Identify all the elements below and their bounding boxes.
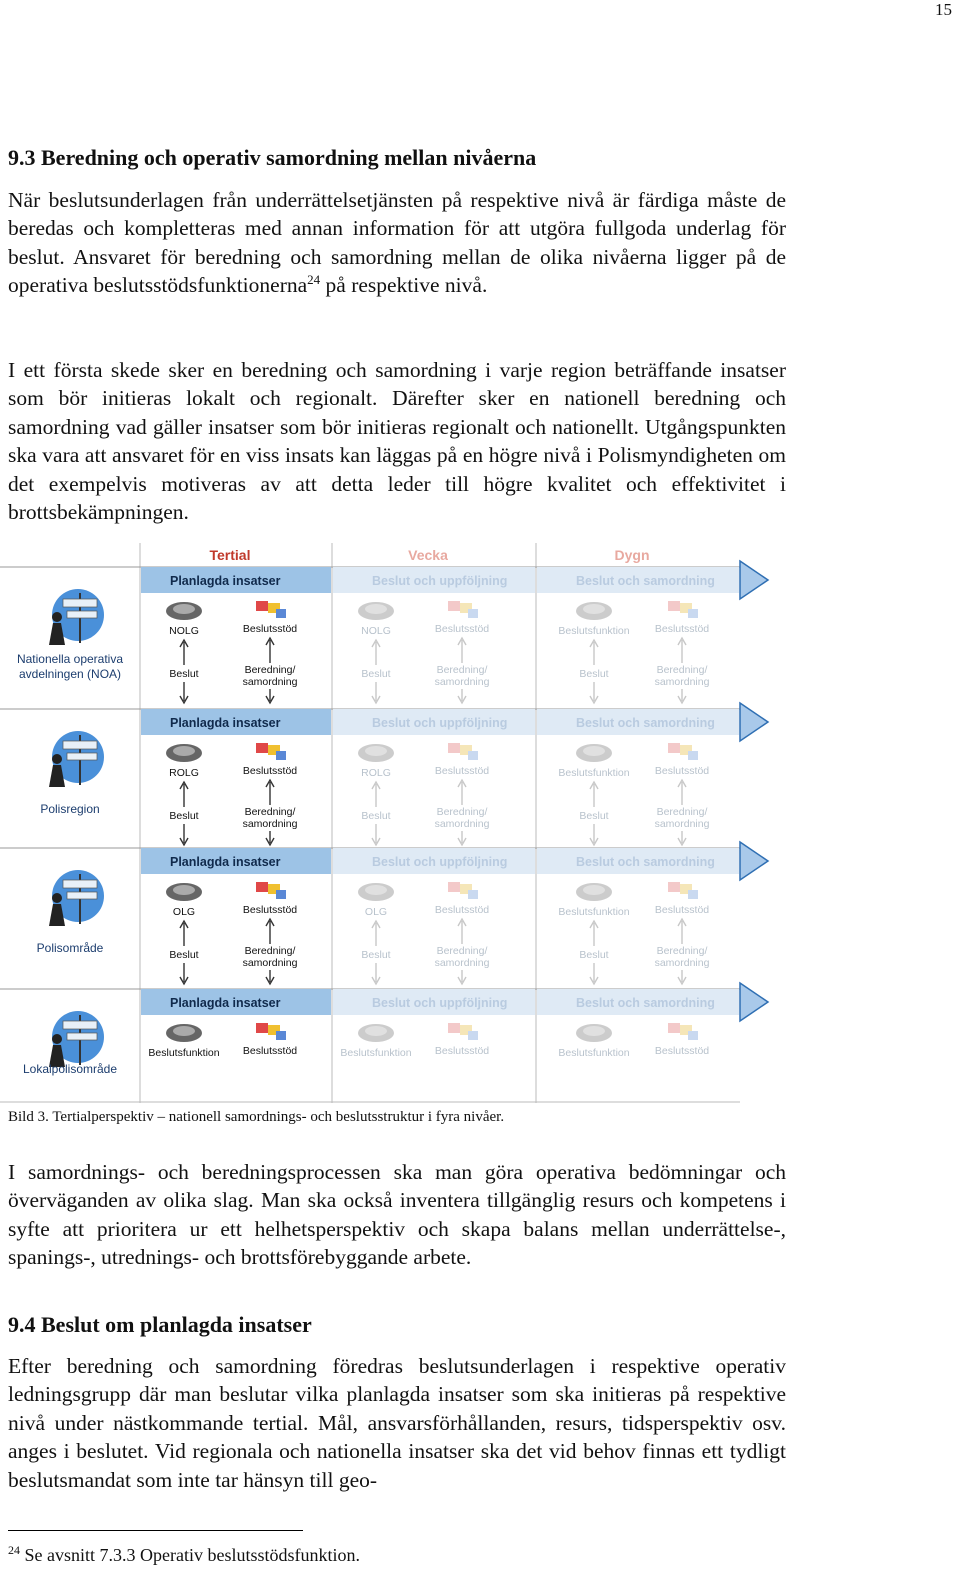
- node-label: Beredning/: [244, 945, 296, 957]
- node-label: Beredning/: [244, 806, 296, 818]
- band-label: Planlagda insatser: [170, 996, 281, 1010]
- node-label: ROLG: [361, 767, 391, 779]
- band-label: Beslut och samordning: [576, 855, 715, 869]
- band-label: Beslut och samordning: [576, 574, 715, 588]
- band-label: Beslut och uppföljning: [372, 574, 508, 588]
- decision-support-icon: [256, 1023, 268, 1033]
- decision-support-icon: [276, 751, 286, 760]
- meeting-table-top-icon: [173, 746, 195, 756]
- signpost-sign-icon: [63, 1021, 97, 1029]
- paragraph: I samordnings- och beredningsprocessen ska man göra operativa bedömningar och överväganden av olika slag. Man ska också inventera tillgänglig resurs och kompetens i syfte att prioritera ur ett helhetsperspektiv och skapa balans mellan underrättelse-, spanings-, utrednings- och brottsförebyggande arbete.: [8, 1160, 786, 1270]
- node-label: Beredning/: [436, 945, 488, 957]
- meeting-table-top-icon: [583, 1026, 605, 1036]
- signpost-sign-icon: [63, 741, 97, 749]
- node-label: OLG: [172, 906, 196, 918]
- footnote-divider: [8, 1530, 303, 1531]
- paragraph-text: När beslutsunderlagen från underrättelsetjänsten på respektive nivå är färdiga måste de beredas och kompletteras med annan information för att utgöra fullgoda underlag för beslut. Ansvaret för beredning och samordning mellan de olika nivåerna ligger på de operativa beslutsstödsfunktionerna: [8, 188, 786, 298]
- node-label: Beslut: [169, 668, 199, 680]
- page-number: 15: [935, 0, 952, 19]
- decision-support-icon: [448, 1023, 460, 1033]
- decision-support-icon: [668, 601, 680, 611]
- band-label: Beslut och uppföljning: [372, 855, 508, 869]
- decision-support-icon: [468, 890, 478, 899]
- column-header-2: Vecka: [408, 547, 448, 563]
- decision-support-icon: [276, 1031, 286, 1040]
- node-label: Beslutsstöd: [242, 1045, 298, 1057]
- band-label: Beslut och samordning: [576, 996, 715, 1010]
- node-label: Beslutsstöd: [654, 1045, 710, 1057]
- node-label: Beredning/: [436, 664, 488, 676]
- signpost-sign-icon: [67, 611, 97, 618]
- structure-figure: [0, 543, 775, 1103]
- node-label: Beslut: [579, 949, 609, 961]
- meeting-table-top-icon: [365, 746, 387, 756]
- level-label: Nationella operativa: [16, 652, 124, 666]
- node-label: Beslutsstöd: [654, 765, 710, 777]
- structure-diagram: [0, 543, 775, 1103]
- section-heading-9-4: 9.4 Beslut om planlagda insatser: [8, 1312, 312, 1337]
- timeline-arrow: [740, 703, 768, 741]
- node-label: Beslut: [169, 810, 199, 822]
- node-label: samordning: [242, 676, 298, 688]
- band-label: Beslut och uppföljning: [372, 716, 508, 730]
- node-label: Beslutsstöd: [242, 904, 298, 916]
- node-label: samordning: [434, 818, 490, 830]
- meeting-table-top-icon: [583, 604, 605, 614]
- node-label: Beslutsstöd: [654, 904, 710, 916]
- meeting-table-top-icon: [365, 885, 387, 895]
- band-label: Beslut och samordning: [576, 716, 715, 730]
- decision-support-icon: [256, 743, 268, 753]
- node-label: Beslutsfunktion: [148, 1047, 220, 1059]
- decision-support-icon: [688, 1031, 698, 1040]
- footnote-number: 24: [8, 1543, 20, 1557]
- paragraph: I ett första skede sker en beredning och samordning i varje region beträffande insatser som bör initieras lokalt och regionalt. Därefter sker en nationell beredning och samordning vad gäller insatser som bör initieras regionalt och nationellt. Utgångspunkten ska vara att ansvaret för en viss insats kan läggas på en högre nivå i Polismyndigheten om det exempelvis motiveras av att detta leder till högre kvalitet och effektivitet i brottsbekämpningen.: [8, 358, 786, 525]
- node-label: Beslutsstöd: [242, 765, 298, 777]
- node-label: NOLG: [169, 625, 199, 637]
- figure-caption: Bild 3. Tertialperspektiv – nationell samordnings- och beslutsstruktur i fyra nivåer.: [8, 1109, 505, 1125]
- meeting-table-top-icon: [365, 604, 387, 614]
- node-label: Beslutsfunktion: [558, 906, 630, 918]
- level-label: Polisområde: [36, 941, 104, 955]
- meeting-table-top-icon: [173, 1026, 195, 1036]
- signpost-sign-icon: [67, 1033, 97, 1040]
- node-label: samordning: [434, 676, 490, 688]
- section-heading-9-3: 9.3 Beredning och operativ samordning mellan nivåerna: [8, 145, 537, 170]
- node-label: Beslutsstöd: [242, 623, 298, 635]
- node-label: Beredning/: [656, 664, 708, 676]
- band-label: Planlagda insatser: [170, 716, 281, 730]
- node-label: Beslutsfunktion: [340, 1047, 412, 1059]
- decision-support-icon: [256, 882, 268, 892]
- band-label: Planlagda insatser: [170, 855, 281, 869]
- level-label-line2: avdelningen (NOA): [18, 667, 122, 681]
- signpost-sign-icon: [63, 880, 97, 888]
- level-label: Lokalpolisområde: [22, 1062, 118, 1076]
- node-label: Beredning/: [656, 945, 708, 957]
- decision-support-icon: [276, 890, 286, 899]
- decision-support-icon: [448, 882, 460, 892]
- footnote-ref[interactable]: 24: [307, 272, 321, 288]
- meeting-table-top-icon: [583, 746, 605, 756]
- meeting-table-top-icon: [583, 885, 605, 895]
- node-label: Beslut: [579, 668, 609, 680]
- node-label: Beslutsfunktion: [558, 767, 630, 779]
- decision-support-icon: [468, 609, 478, 618]
- timeline-arrow: [740, 561, 768, 599]
- node-label: Beslutsfunktion: [558, 1047, 630, 1059]
- node-label: samordning: [434, 957, 490, 969]
- node-label: Beslut: [361, 668, 391, 680]
- person-icon: [52, 612, 62, 622]
- node-label: Beredning/: [436, 806, 488, 818]
- paragraph-text-tail: på respektive nivå.: [320, 273, 488, 298]
- node-label: samordning: [654, 957, 710, 969]
- node-label: Beslut: [361, 949, 391, 961]
- node-label: samordning: [242, 957, 298, 969]
- decision-support-icon: [448, 601, 460, 611]
- column-header-1: Tertial: [209, 547, 251, 563]
- person-icon: [52, 754, 62, 764]
- node-label: OLG: [364, 906, 388, 918]
- node-label: Beslutsfunktion: [558, 625, 630, 637]
- signpost-sign-icon: [63, 599, 97, 607]
- node-label: Beslutsstöd: [434, 1045, 490, 1057]
- node-label: samordning: [654, 676, 710, 688]
- meeting-table-top-icon: [365, 1026, 387, 1036]
- decision-support-icon: [668, 882, 680, 892]
- signpost-sign-icon: [67, 892, 97, 899]
- node-label: Beslut: [169, 949, 199, 961]
- node-label: NOLG: [361, 625, 391, 637]
- level-label: Polisregion: [40, 802, 100, 816]
- decision-support-icon: [688, 890, 698, 899]
- decision-support-icon: [468, 751, 478, 760]
- node-label: Beredning/: [656, 806, 708, 818]
- signpost-sign-icon: [67, 753, 97, 760]
- column-header-3: Dygn: [614, 547, 650, 563]
- decision-support-icon: [688, 609, 698, 618]
- timeline-arrow: [740, 983, 768, 1021]
- paragraph: Efter beredning och samordning föredras beslutsunderlagen i respektive operativ ledningsgrupp där man beslutar vilka planlagda insatser som ska initieras på respektive nivå under nästkommande tertial. Mål, ansvarsförhållanden, resurs, tidsperspektiv osv. anges i beslutet. Vid regionala och nationella insatser ska det vid behov finnas ett tydligt beslutsmandat som inte tar hänsyn till geo-: [8, 1354, 786, 1492]
- decision-support-icon: [468, 1031, 478, 1040]
- decision-support-icon: [688, 751, 698, 760]
- node-label: samordning: [242, 818, 298, 830]
- timeline-arrow: [740, 842, 768, 880]
- node-label: Beslutsstöd: [434, 765, 490, 777]
- decision-support-icon: [668, 1023, 680, 1033]
- decision-support-icon: [256, 601, 268, 611]
- node-label: Beslut: [361, 810, 391, 822]
- node-label: samordning: [654, 818, 710, 830]
- band-label: Planlagda insatser: [170, 574, 281, 588]
- node-label: Beslutsstöd: [434, 623, 490, 635]
- decision-support-icon: [276, 609, 286, 618]
- meeting-table-top-icon: [173, 885, 195, 895]
- footnote: [8, 1543, 360, 1566]
- decision-support-icon: [668, 743, 680, 753]
- meeting-table-top-icon: [173, 604, 195, 614]
- node-label: Beredning/: [244, 664, 296, 676]
- node-label: ROLG: [169, 767, 199, 779]
- node-label: Beslut: [579, 810, 609, 822]
- node-label: Beslutsstöd: [654, 623, 710, 635]
- footnote-text: Se avsnitt 7.3.3 Operativ beslutsstödsfunktion.: [24, 1545, 360, 1565]
- node-label: Beslutsstöd: [434, 904, 490, 916]
- person-icon: [52, 893, 62, 903]
- paragraph: [8, 186, 786, 300]
- person-icon: [52, 1034, 62, 1044]
- band-label: Beslut och uppföljning: [372, 996, 508, 1010]
- decision-support-icon: [448, 743, 460, 753]
